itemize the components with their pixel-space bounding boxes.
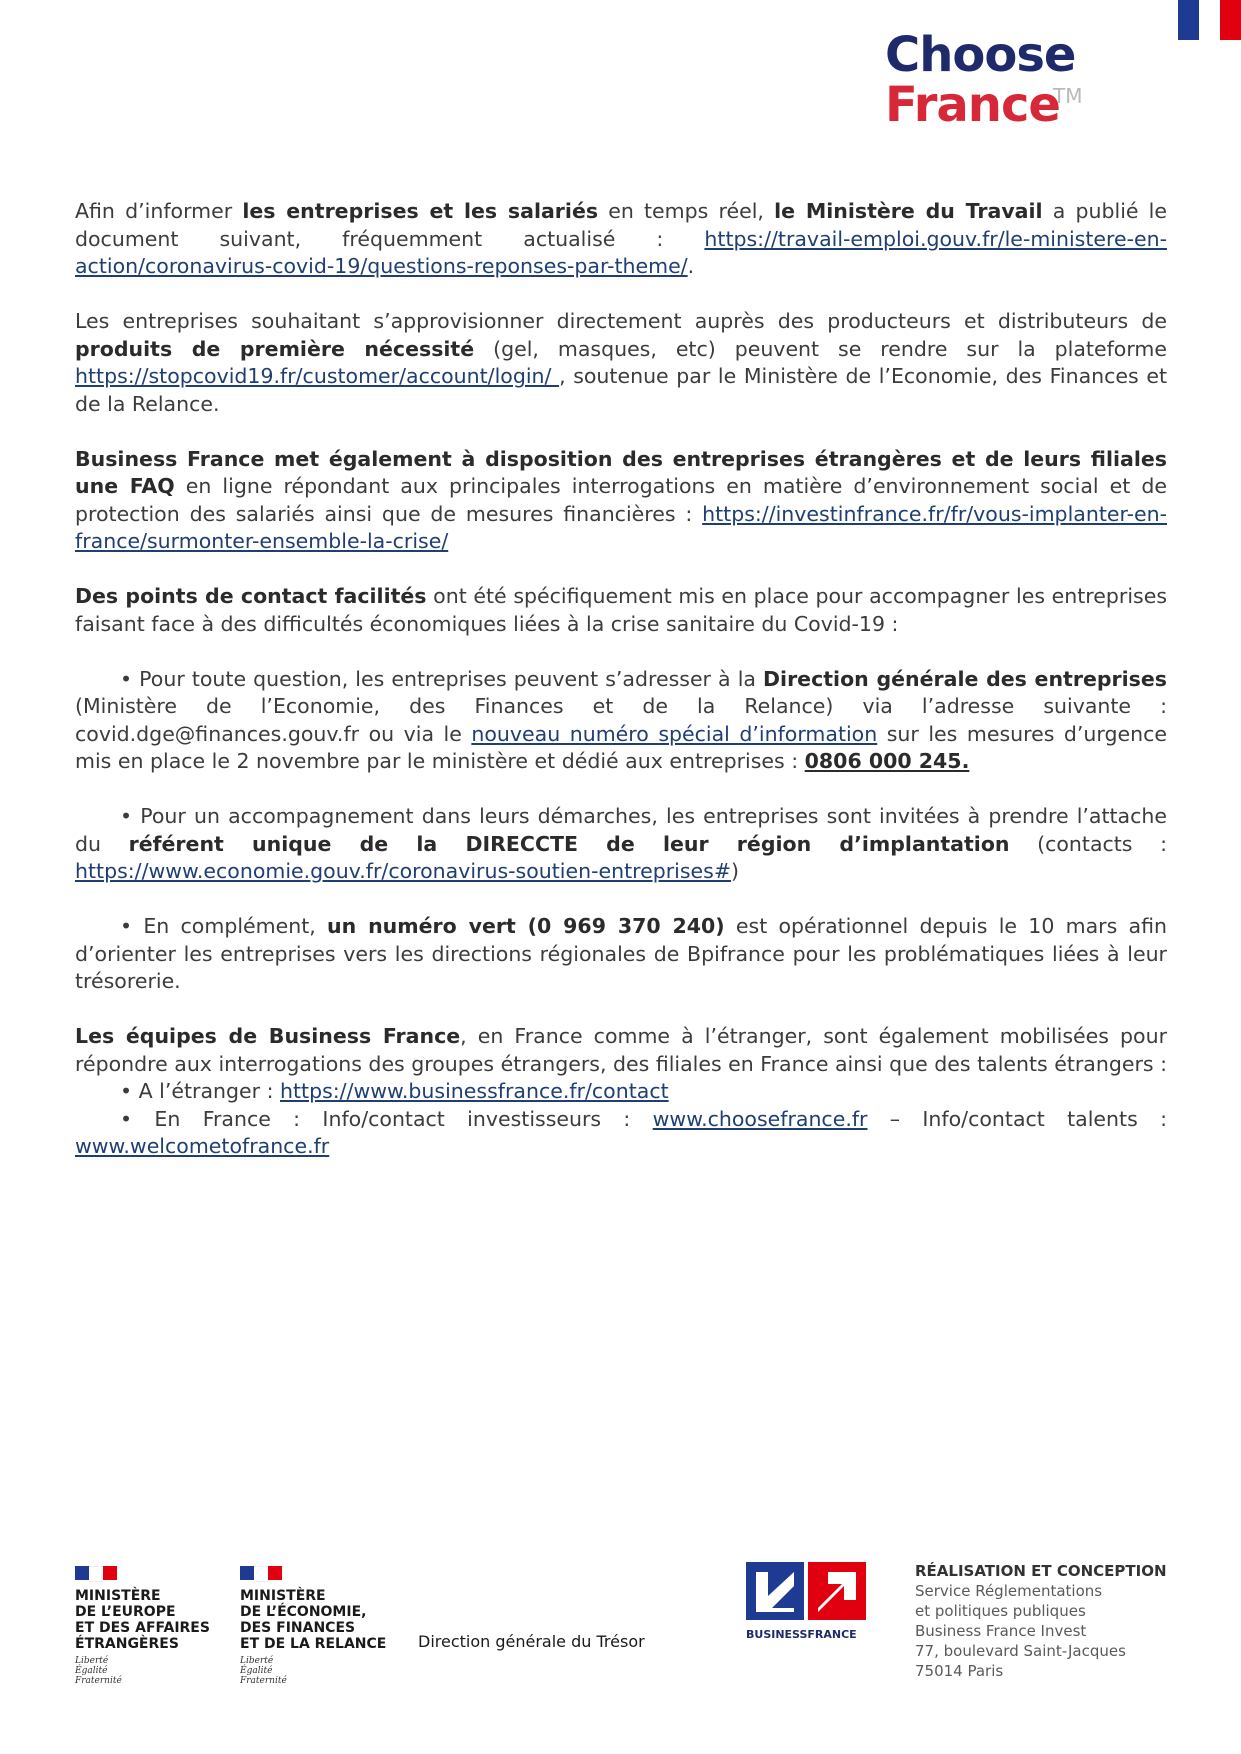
link-investinfrance[interactable]: https://investinfrance.fr/fr/vous-implanter-en-france/surmonter-ensemble-la-crise/ bbox=[75, 501, 1167, 553]
business-france-icon bbox=[746, 1560, 866, 1622]
devise: Liberté Égalité Fraternité bbox=[240, 1656, 287, 1686]
credits: RÉALISATION ET CONCEPTION Service Réglementations et politiques publiques Business France Invest 77, boulevard Saint-Jacques 75014 Paris bbox=[915, 1562, 1167, 1680]
logo-tm: TM bbox=[1053, 84, 1083, 108]
paragraph-equipes: Les équipes de Business France, en France comme à l’étranger, sont également mobilisées pour répondre aux interrogations des groupes étrangers, des filiales en France ainsi que des talents étrangers : bbox=[75, 1024, 1168, 1076]
ministry-europe-logo: MINISTÈRE DE L’EUROPE ET DES AFFAIRES ÉTRANGÈRES Liberté Égalité Fraternité bbox=[75, 1566, 210, 1686]
link-economie-gouv[interactable]: https://www.economie.gouv.fr/coronavirus-soutien-entreprises# bbox=[75, 859, 732, 883]
logo-line1: Choose bbox=[885, 27, 1076, 83]
business-france-logo bbox=[746, 1560, 866, 1641]
paragraph-stopcovid: Les entreprises souhaitant s’approvisionner directement auprès des producteurs et distributeurs de produits de première nécessité (gel, masques, etc) peuvent se rendre sur la plateforme https://stopcovid19.fr/customer/account/login/ , soutenue par le Ministère de l’Economie, des Finances et de la Relance. bbox=[75, 309, 1167, 416]
paragraph-business-france-faq: Business France met également à disposition des entreprises étrangères et de leurs filiales une FAQ en ligne répondant aux principales interrogations en matière d’environnement social et de protection des salariés ainsi que de mesures financières : https://investinfrance.fr/fr/vous-implanter-en-france/surmonter-ensemble-la-crise/ bbox=[75, 446, 1167, 553]
bullet-en-france: • En France : Info/contact investisseurs : www.choosefrance.fr – Info/contact talents : www.welcometofrance.fr bbox=[75, 1106, 1167, 1158]
link-welcometofrance[interactable]: www.welcometofrance.fr bbox=[75, 1134, 330, 1158]
tresor-label: Direction générale du Trésor bbox=[418, 1632, 645, 1651]
marianne-icon bbox=[75, 1566, 117, 1580]
devise: Liberté Égalité Fraternité bbox=[75, 1656, 122, 1686]
link-choosefrance[interactable]: www.choosefrance.fr bbox=[652, 1106, 868, 1131]
bullet-etranger: • A l’étranger : https://www.businessfrance.fr/contact bbox=[120, 1079, 669, 1103]
document-body bbox=[75, 198, 1167, 1161]
paragraph-contact-points: Des points de contact facilités ont été spécifiquement mis en place pour accompagner les entreprises faisant face à des difficultés économiques liées à la crise sanitaire du Covid-19 : bbox=[75, 584, 1168, 636]
choose-france-logo bbox=[885, 27, 1083, 133]
link-travail-emploi[interactable]: https://travail-emploi.gouv.fr/le-ministere-en-action/coronavirus-covid-19/questions-reponses-par-theme/ bbox=[75, 226, 1167, 278]
bullet-numero-vert: • En complément, un numéro vert (0 969 370 240) est opérationnel depuis le 10 mars afin d’orienter les entreprises vers les directions régionales de Bpifrance pour les problématiques liées à leur trésorerie. bbox=[75, 914, 1167, 993]
link-businessfrance-contact[interactable]: https://www.businessfrance.fr/contact bbox=[280, 1079, 669, 1103]
bullet-direccte: • Pour un accompagnement dans leurs démarches, les entreprises sont invitées à prendre l’attache du référent unique de la DIRECCTE de leur région d’implantation (contacts : https://www.economie.gouv.fr/coronavirus-soutien-entreprises#) bbox=[75, 804, 1167, 883]
bullet-dge: • Pour toute question, les entreprises peuvent s’adresser à la Direction générale des entreprises (Ministère de l’Economie, des Finances et de la Relance) via l’adresse suivante : covid.dge@finances.gouv.fr ou via le nouveau numéro spécial d’information sur les mesures d’urgence mis en place le 2 novembre par le ministère et dédié aux entreprises : 0806 000 245. bbox=[75, 666, 1167, 773]
marianne-icon bbox=[240, 1566, 282, 1580]
bf-caption: BUSINESSFRANCE bbox=[746, 1628, 857, 1641]
flag-stripe bbox=[1178, 0, 1241, 40]
ministry-economie-logo: MINISTÈRE DE L’ÉCONOMIE, DES FINANCES ET DE LA RELANCE Liberté Égalité Fraternité bbox=[240, 1566, 386, 1686]
link-numero-special[interactable]: nouveau numéro spécial d’information bbox=[471, 721, 878, 746]
paragraph-travail: Afin d’informer les entreprises et les salariés en temps réel, le Ministère du Travail a publié le document suivant, fréquemment actualisé : https://travail-emploi.gouv.fr/le-ministere-en-action/coronavirus-covid-19/questions-reponses-par-theme/. bbox=[75, 199, 1167, 278]
logo-line2: France bbox=[885, 77, 1060, 133]
link-stopcovid[interactable]: https://stopcovid19.fr/customer/account/login/ bbox=[75, 364, 560, 388]
